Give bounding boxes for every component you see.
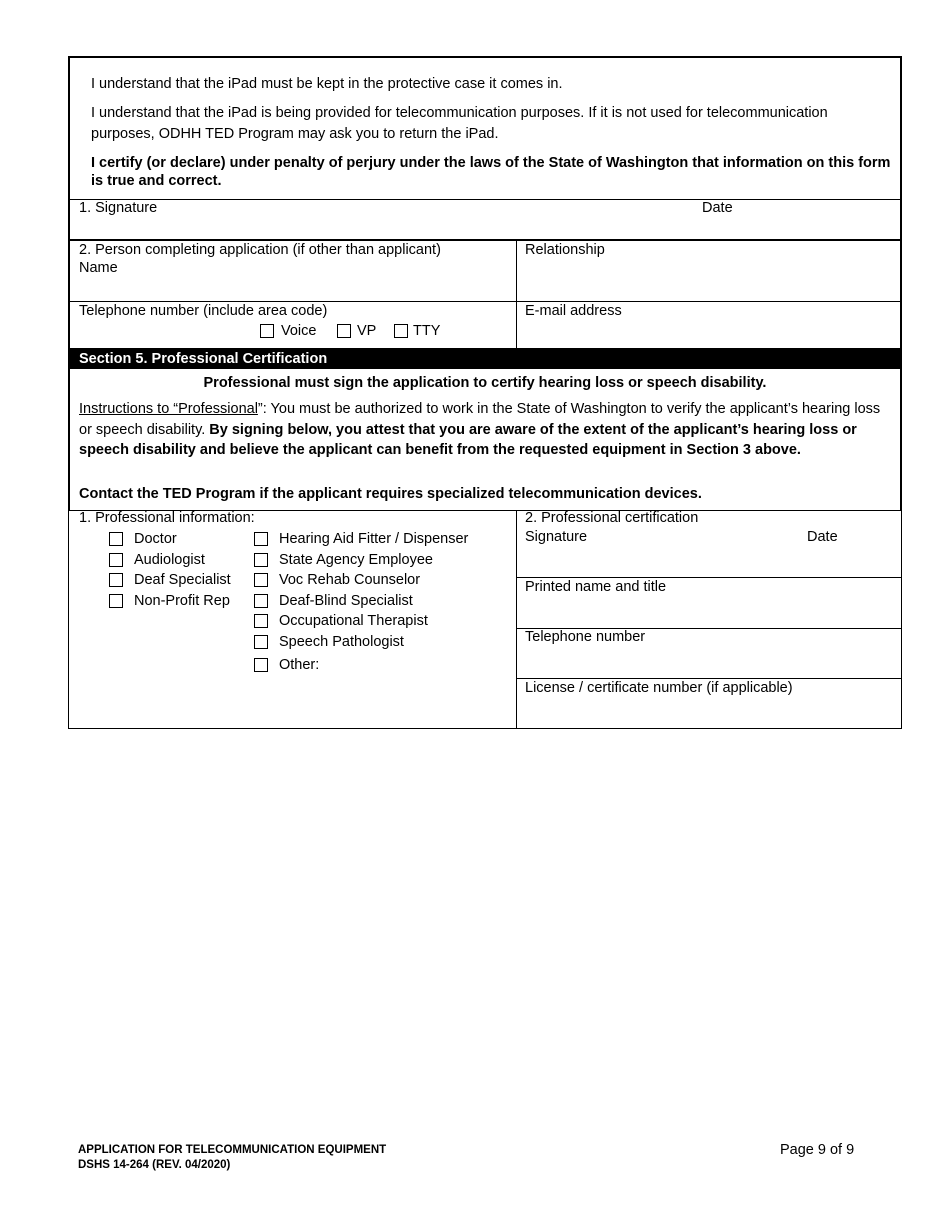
- professional-info-label: 1. Professional information:: [79, 510, 255, 526]
- person-telephone-label: Telephone number (include area code): [79, 303, 328, 319]
- printed-name-label: Printed name and title: [525, 579, 667, 595]
- vp-checkbox[interactable]: [337, 324, 351, 338]
- deaf-blind-specialist-label: Deaf-Blind Specialist: [279, 593, 413, 609]
- audiologist-checkbox[interactable]: [109, 553, 123, 567]
- signature-field[interactable]: [68, 199, 902, 241]
- deaf-blind-specialist-checkbox[interactable]: [254, 594, 268, 608]
- speech-pathologist-checkbox[interactable]: [254, 635, 268, 649]
- purpose-statement: I understand that the iPad is being provided for telecommunication purposes. If it is not used for telecommunication purposes, ODHH TED Program may ask you to return the iPad.: [91, 105, 828, 142]
- person-name-label: Name: [79, 260, 118, 276]
- license-number-label: License / certificate number (if applicable): [525, 680, 793, 696]
- non-profit-rep-checkbox[interactable]: [109, 594, 123, 608]
- professional-cert-label: 2. Professional certification: [525, 510, 699, 526]
- occupational-therapist-checkbox[interactable]: [254, 614, 268, 628]
- professional-signature-label: Signature: [525, 529, 588, 545]
- form-title: APPLICATION FOR TELECOMMUNICATION EQUIPMENT: [78, 1144, 387, 1156]
- deaf-specialist-checkbox[interactable]: [109, 573, 123, 587]
- other-label: Other:: [279, 657, 320, 673]
- signature-date-label: Date: [702, 200, 733, 216]
- professional-date-label: Date: [807, 529, 838, 545]
- page-number: Page 9 of 9: [780, 1142, 855, 1158]
- doctor-label: Doctor: [134, 531, 177, 547]
- audiologist-label: Audiologist: [134, 552, 205, 568]
- section5-title: Section 5. Professional Certification: [79, 351, 328, 367]
- contact-notice: Contact the TED Program if the applicant requires specialized telecommunication devices.: [79, 486, 702, 502]
- voc-rehab-counselor-label: Voc Rehab Counselor: [279, 572, 421, 588]
- person-completing-label: 2. Person completing application (if other than applicant): [79, 242, 441, 258]
- email-label: E-mail address: [525, 303, 622, 319]
- tty-checkbox[interactable]: [394, 324, 408, 338]
- must-sign-notice: Professional must sign the application to certify hearing loss or speech disability.: [203, 375, 767, 391]
- hearing-aid-fitter-label: Hearing Aid Fitter / Dispenser: [279, 531, 469, 547]
- signature-label: 1. Signature: [79, 200, 158, 216]
- instructions-heading: Instructions to “Professional: [79, 401, 258, 417]
- instructions-text: ”: You must be authorized to work in the State of Washington to verify the applicant’s hearing loss or speech disability.: [79, 401, 881, 438]
- instructions-attest: By signing below, you attest that you are aware of the extent of the applicant’s hearing loss or speech disability and believe the applicant can benefit from the requested equipment in Section 3 above.: [79, 421, 857, 458]
- relationship-label: Relationship: [525, 242, 605, 258]
- hearing-aid-fitter-checkbox[interactable]: [254, 532, 268, 546]
- tty-label: TTY: [413, 323, 441, 339]
- state-agency-employee-checkbox[interactable]: [254, 553, 268, 567]
- state-agency-employee-label: State Agency Employee: [279, 552, 433, 568]
- professional-telephone-label: Telephone number: [525, 629, 646, 645]
- voice-label: Voice: [281, 323, 317, 339]
- professional-instructions: [79, 399, 894, 461]
- case-statement: I understand that the iPad must be kept in the protective case it comes in.: [91, 76, 563, 92]
- vp-label: VP: [357, 323, 377, 339]
- certify-statement: I certify (or declare) under penalty of perjury under the laws of the State of Washington that information on this form is true and correct.: [91, 155, 891, 189]
- deaf-specialist-label: Deaf Specialist: [134, 572, 231, 588]
- speech-pathologist-label: Speech Pathologist: [279, 634, 404, 650]
- voc-rehab-counselor-checkbox[interactable]: [254, 573, 268, 587]
- occupational-therapist-label: Occupational Therapist: [279, 613, 428, 629]
- voice-checkbox[interactable]: [260, 324, 274, 338]
- other-checkbox[interactable]: [254, 658, 268, 672]
- doctor-checkbox[interactable]: [109, 532, 123, 546]
- non-profit-rep-label: Non-Profit Rep: [134, 593, 230, 609]
- form-number: DSHS 14-264 (REV. 04/2020): [78, 1159, 231, 1171]
